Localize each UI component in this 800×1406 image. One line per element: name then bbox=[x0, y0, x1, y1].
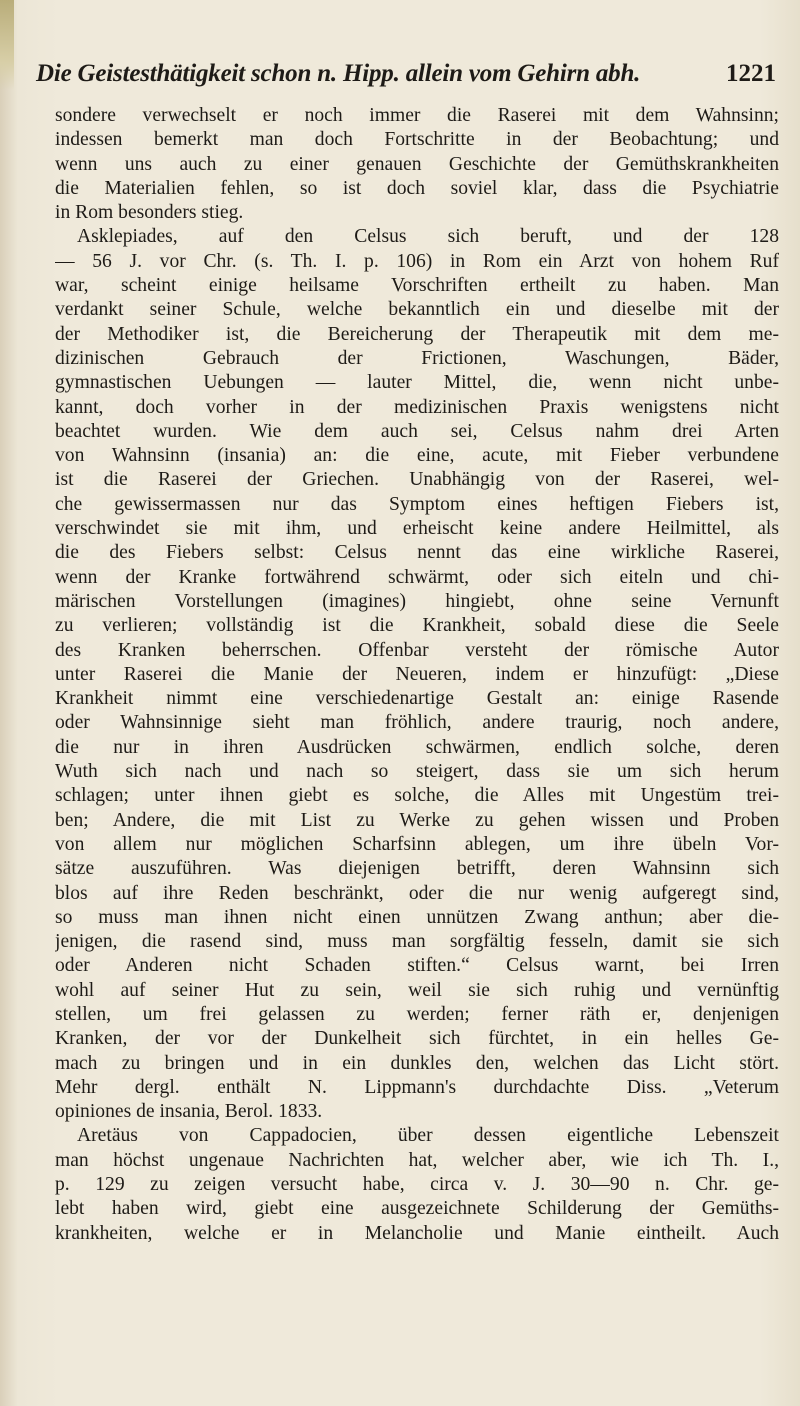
page-header bbox=[36, 60, 776, 100]
text-line: dizinischen Gebrauch der Frictionen, Waschungen, Bäder, bbox=[55, 347, 779, 369]
text-line: unter Raserei die Manie der Neueren, indem er hinzufügt: „Diese bbox=[55, 663, 779, 685]
text-line: indessen bemerkt man doch Fortschritte in der Beobachtung; und bbox=[55, 129, 779, 151]
text-line: mach zu bringen und in ein dunkles den, welchen das Licht stört. bbox=[55, 1052, 779, 1074]
text-line: Mehr dergl. enthält N. Lippmann's durchdachte Diss. „Veterum bbox=[55, 1076, 779, 1098]
text-line: schlagen; unter ihnen giebt es solche, die Alles mit Ungestüm trei- bbox=[55, 785, 779, 807]
text-line: Aretäus von Cappadocien, über dessen eigentliche Lebenszeit bbox=[77, 1125, 779, 1147]
text-line: die nur in ihren Ausdrücken schwärmen, endlich solche, deren bbox=[55, 736, 779, 758]
page-edge-stain bbox=[0, 0, 14, 90]
text-line: verschwindet sie mit ihm, und erheischt keine andere Heilmittel, als bbox=[55, 518, 779, 540]
text-line: Kranken, der vor der Dunkelheit sich fürchtet, in ein helles Ge- bbox=[55, 1028, 779, 1050]
text-line: oder Anderen nicht Schaden stiften.“ Celsus warnt, bei Irren bbox=[55, 955, 779, 977]
text-line: ben; Andere, die mit List zu Werke zu gehen wissen und Proben bbox=[55, 809, 779, 831]
text-line: beachtet wurden. Wie dem auch sei, Celsus nahm drei Arten bbox=[55, 420, 779, 442]
text-line: ist die Raserei der Griechen. Unabhängig von der Raserei, wel- bbox=[55, 469, 779, 491]
text-line: stellen, um frei gelassen zu werden; ferner räth er, denjenigen bbox=[55, 1003, 779, 1025]
text-line: kannt, doch vorher in der medizinischen Praxis wenigstens nicht bbox=[55, 396, 779, 418]
text-line: des Kranken beherrschen. Offenbar versteht der römische Autor bbox=[55, 639, 779, 661]
text-line: — 56 J. vor Chr. (s. Th. I. p. 106) in Rom ein Arzt von hohem Ruf bbox=[55, 250, 779, 272]
text-line: war, scheint einige heilsame Vorschriften ertheilt zu haben. Man bbox=[55, 275, 779, 297]
text-line: krankheiten, welche er in Melancholie und Manie eintheilt. Auch bbox=[55, 1222, 779, 1244]
text-line: zu verlieren; vollständig ist die Krankheit, sobald diese die Seele bbox=[55, 615, 779, 637]
body-text bbox=[55, 104, 779, 1246]
text-line: in Rom besonders stieg. bbox=[55, 202, 244, 224]
running-title: Die Geistesthätigkeit schon n. Hipp. allein vom Gehirn abh. bbox=[36, 60, 641, 87]
text-line: von allem nur möglichen Scharfsinn ablegen, um ihre übeln Vor- bbox=[55, 833, 779, 855]
text-line: sätze auszuführen. Was diejenigen betrifft, deren Wahnsinn sich bbox=[55, 858, 779, 880]
text-line: opiniones de insania, Berol. 1833. bbox=[55, 1101, 323, 1123]
text-line: oder Wahnsinnige sieht man fröhlich, andere traurig, noch andere, bbox=[55, 712, 779, 734]
text-line: man höchst ungenaue Nachrichten hat, welcher aber, wie ich Th. I., bbox=[55, 1149, 779, 1171]
text-line: verdankt seiner Schule, welche bekanntlich ein und dieselbe mit der bbox=[55, 299, 779, 321]
text-line: wenn uns auch zu einer genauen Geschichte der Gemüthskrankheiten bbox=[55, 153, 779, 175]
text-line: p. 129 zu zeigen versucht habe, circa v. J. 30—90 n. Chr. ge- bbox=[55, 1174, 779, 1196]
text-line: gymnastischen Uebungen — lauter Mittel, die, wenn nicht unbe- bbox=[55, 372, 779, 394]
text-line: der Methodiker ist, die Bereicherung der Therapeutik mit dem me- bbox=[55, 323, 779, 345]
text-line: jenigen, die rasend sind, muss man sorgfältig fesseln, damit sie sich bbox=[55, 931, 779, 953]
text-line: Wuth sich nach und nach so steigert, dass sie um sich herum bbox=[55, 761, 779, 783]
text-line: märischen Vorstellungen (imagines) hingiebt, ohne seine Vernunft bbox=[55, 590, 779, 612]
text-line: sondere verwechselt er noch immer die Raserei mit dem Wahnsinn; bbox=[55, 105, 779, 126]
text-line: die des Fiebers selbst: Celsus nennt das eine wirkliche Raserei, bbox=[55, 542, 779, 564]
text-line: wohl auf seiner Hut zu sein, weil sie sich ruhig und vernünftig bbox=[55, 979, 779, 1001]
text-line: Krankheit nimmt eine verschiedenartige Gestalt an: einige Rasende bbox=[55, 688, 779, 710]
text-line: so muss man ihnen nicht einen unnützen Zwang anthun; aber die- bbox=[55, 906, 779, 928]
text-line: von Wahnsinn (insania) an: die eine, acute, mit Fieber verbundene bbox=[55, 445, 779, 467]
text-line: che gewissermassen nur das Symptom eines heftigen Fiebers ist, bbox=[55, 493, 779, 515]
text-line: Asklepiades, auf den Celsus sich beruft, und der 128 bbox=[77, 226, 779, 248]
text-line: lebt haben wird, giebt eine ausgezeichnete Schilderung der Gemüths- bbox=[55, 1198, 779, 1220]
text-line: die Materialien fehlen, so ist doch soviel klar, dass die Psychiatrie bbox=[55, 177, 779, 199]
text-line: blos auf ihre Reden beschränkt, oder die nur wenig aufgeregt sind, bbox=[55, 882, 779, 904]
page-number: 1221 bbox=[726, 60, 776, 87]
text-line: wenn der Kranke fortwährend schwärmt, oder sich eiteln und chi- bbox=[55, 566, 779, 588]
